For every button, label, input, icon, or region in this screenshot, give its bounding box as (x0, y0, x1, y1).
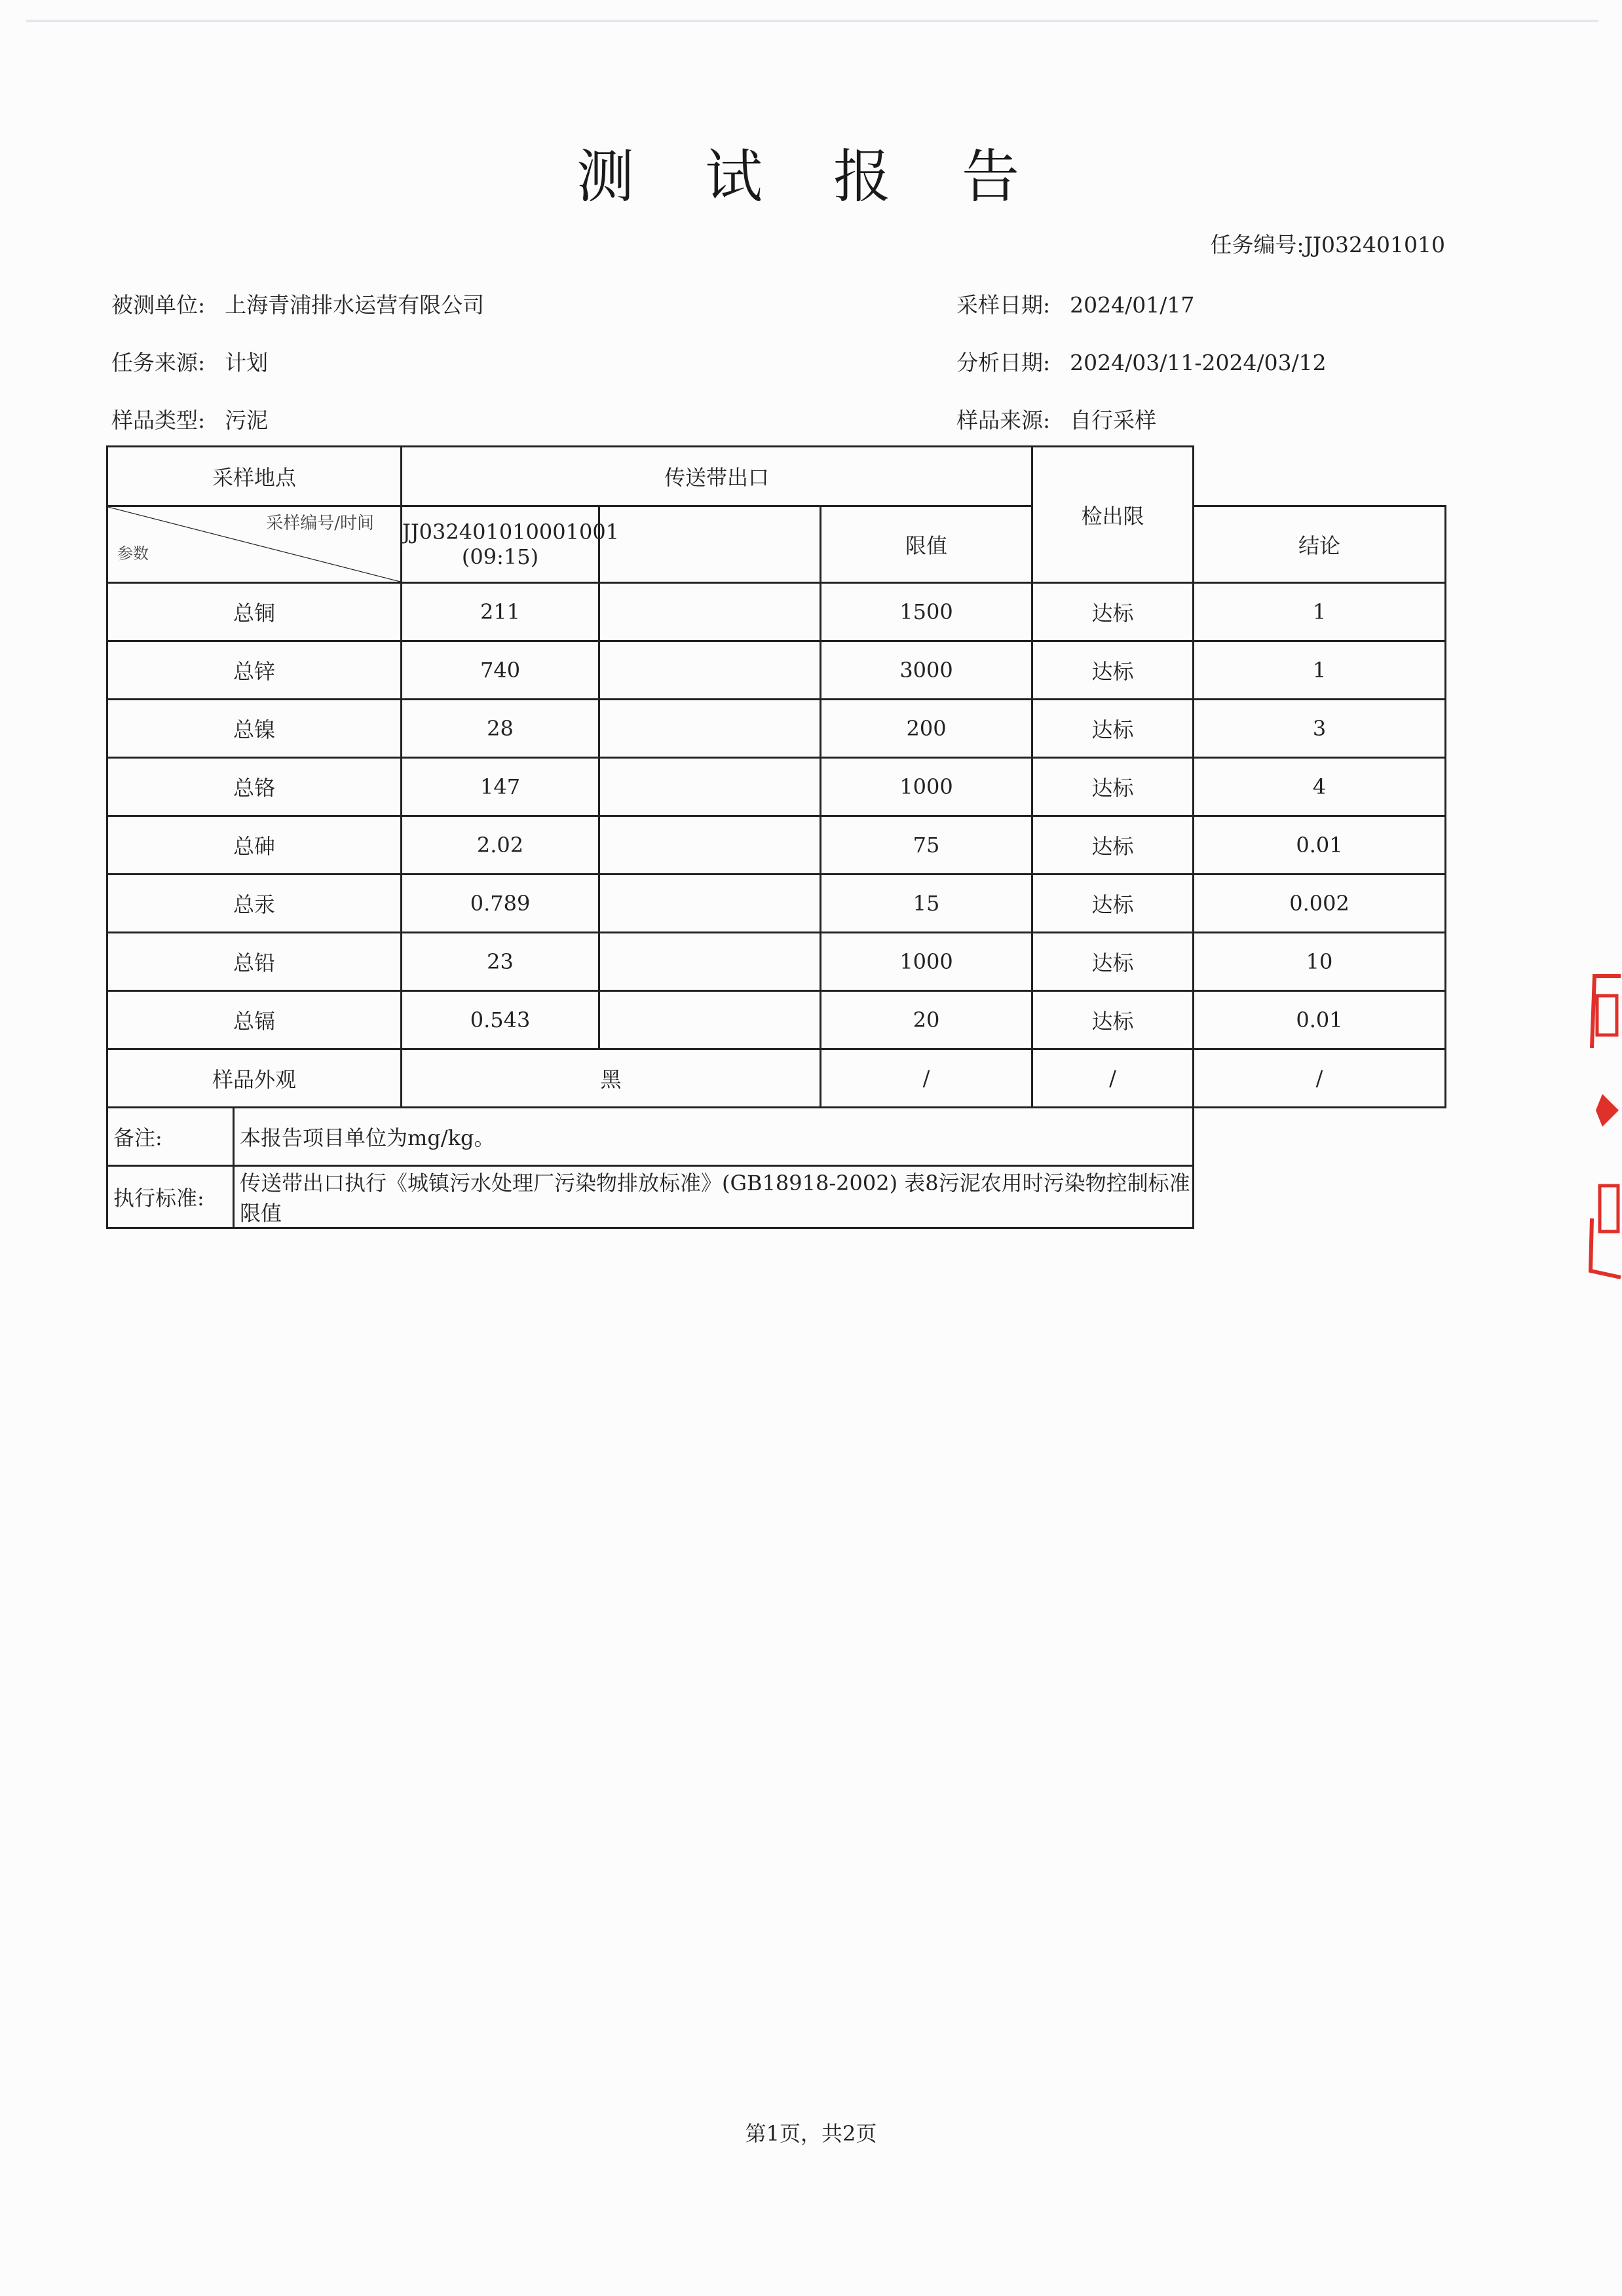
detect-limit-cell: 0.002 (1194, 875, 1446, 933)
sample-type (111, 404, 268, 434)
page-footer: 第1页，共2页 (745, 2121, 877, 2146)
diag-param-label: 参数 (117, 544, 149, 563)
empty-cell (599, 875, 821, 933)
task-source-label: 任务来源: (111, 350, 206, 375)
table-row (107, 758, 1446, 816)
tested-unit (111, 288, 484, 319)
result-cell: 2.02 (402, 816, 599, 875)
seal-stamp (1583, 969, 1622, 1284)
conclusion-cell: 达标 (1032, 758, 1194, 816)
sample-source-value: 自行采样 (1070, 407, 1157, 433)
conclusion-cell: 达标 (1032, 816, 1194, 875)
limit-header: 限值 (821, 506, 1032, 583)
result-cell: 0.789 (402, 875, 599, 933)
detect-limit-cell: 1 (1194, 641, 1446, 700)
empty-cell (599, 991, 821, 1049)
task-number: 任务编号:JJ032401010 (1210, 232, 1445, 257)
result-cell: 147 (402, 758, 599, 816)
appearance-limit-slash: / (821, 1049, 1032, 1108)
param-cell: 总锌 (107, 641, 402, 700)
analysis-date-label: 分析日期: (956, 350, 1051, 375)
limit-cell: 20 (821, 991, 1032, 1049)
standard-label: 执行标准: (107, 1166, 234, 1228)
scan-artifact-line (26, 20, 1598, 22)
limit-cell: 1000 (821, 758, 1032, 816)
sampling-date-label: 采样日期: (956, 292, 1051, 318)
sample-source-label: 样品来源: (956, 407, 1051, 433)
limit-cell: 75 (821, 816, 1032, 875)
empty-cell (599, 933, 821, 991)
standard-row (107, 1166, 1446, 1228)
site-value: 传送带出口 (402, 447, 1032, 506)
limit-cell: 1000 (821, 933, 1032, 991)
conclusion-cell: 达标 (1032, 700, 1194, 758)
report-title: 测 试 报 告 (576, 143, 1046, 210)
task-source-value: 计划 (225, 350, 269, 375)
table-row (107, 816, 1446, 875)
conclusion-cell: 达标 (1032, 875, 1194, 933)
limit-cell: 15 (821, 875, 1032, 933)
tested-unit-label: 被测单位: (111, 292, 206, 318)
sample-source (956, 404, 1156, 434)
sample-type-label: 样品类型: (111, 407, 206, 433)
empty-cell (599, 583, 821, 641)
empty-cell (599, 816, 821, 875)
diagonal-header-cell (107, 506, 402, 583)
task-source (111, 346, 268, 377)
standard-value: 传送带出口执行《城镇污水处理厂污染物排放标准》(GB18918-2002) 表8污泥农用时污染物控制标准限值 (234, 1166, 1194, 1228)
detect-limit-cell: 4 (1194, 758, 1446, 816)
conclusion-cell: 达标 (1032, 583, 1194, 641)
analysis-date (956, 346, 1327, 377)
appearance-row (107, 1049, 1446, 1108)
appearance-conclusion-slash: / (1032, 1049, 1194, 1108)
result-cell: 28 (402, 700, 599, 758)
header-row-site (107, 447, 1446, 506)
results-table (106, 445, 1446, 1229)
sample-id-cell (402, 506, 620, 583)
remark-row (107, 1108, 1446, 1166)
site-label: 采样地点 (107, 447, 402, 506)
header-row-columns (107, 506, 1446, 583)
detect-limit-header: 检出限 (1032, 447, 1194, 583)
conclusion-cell: 达标 (1032, 641, 1194, 700)
conclusion-cell: 达标 (1032, 991, 1194, 1049)
sample-id: JJ032401010001001 (402, 519, 620, 544)
result-cell: 23 (402, 933, 599, 991)
result-cell: 0.543 (402, 991, 599, 1049)
param-cell: 总砷 (107, 816, 402, 875)
empty-cell (599, 641, 821, 700)
empty-cell (599, 700, 821, 758)
param-cell: 总铅 (107, 933, 402, 991)
detect-limit-cell: 10 (1194, 933, 1446, 991)
detect-limit-cell: 0.01 (1194, 816, 1446, 875)
sampling-date-value: 2024/01/17 (1070, 292, 1195, 318)
limit-cell: 1500 (821, 583, 1032, 641)
param-cell: 总汞 (107, 875, 402, 933)
param-cell: 总镍 (107, 700, 402, 758)
appearance-detect-slash: / (1194, 1049, 1446, 1108)
sampling-date (956, 288, 1194, 319)
param-cell: 总铬 (107, 758, 402, 816)
appearance-value: 黑 (402, 1049, 821, 1108)
table-row (107, 933, 1446, 991)
result-cell: 740 (402, 641, 599, 700)
analysis-date-value: 2024/03/11-2024/03/12 (1070, 350, 1327, 375)
table-row (107, 875, 1446, 933)
appearance-label: 样品外观 (107, 1049, 402, 1108)
empty-cell (599, 758, 821, 816)
conclusion-header: 结论 (1194, 506, 1446, 583)
param-cell: 总铜 (107, 583, 402, 641)
table-row (107, 700, 1446, 758)
empty-header-cell (599, 506, 821, 583)
conclusion-cell: 达标 (1032, 933, 1194, 991)
detect-limit-cell: 1 (1194, 583, 1446, 641)
limit-cell: 200 (821, 700, 1032, 758)
detect-limit-cell: 3 (1194, 700, 1446, 758)
detect-limit-cell: 0.01 (1194, 991, 1446, 1049)
table-row (107, 641, 1446, 700)
sample-type-value: 污泥 (225, 407, 269, 433)
remark-value: 本报告项目单位为mg/kg。 (234, 1108, 1194, 1166)
result-cell: 211 (402, 583, 599, 641)
limit-cell: 3000 (821, 641, 1032, 700)
remark-label: 备注: (107, 1108, 234, 1166)
param-cell: 总镉 (107, 991, 402, 1049)
diag-sample-id-label: 采样编号/时间 (266, 514, 375, 533)
sample-time: (09:15) (461, 544, 539, 569)
tested-unit-value: 上海青浦排水运营有限公司 (225, 292, 485, 318)
table-row (107, 991, 1446, 1049)
table-row (107, 583, 1446, 641)
